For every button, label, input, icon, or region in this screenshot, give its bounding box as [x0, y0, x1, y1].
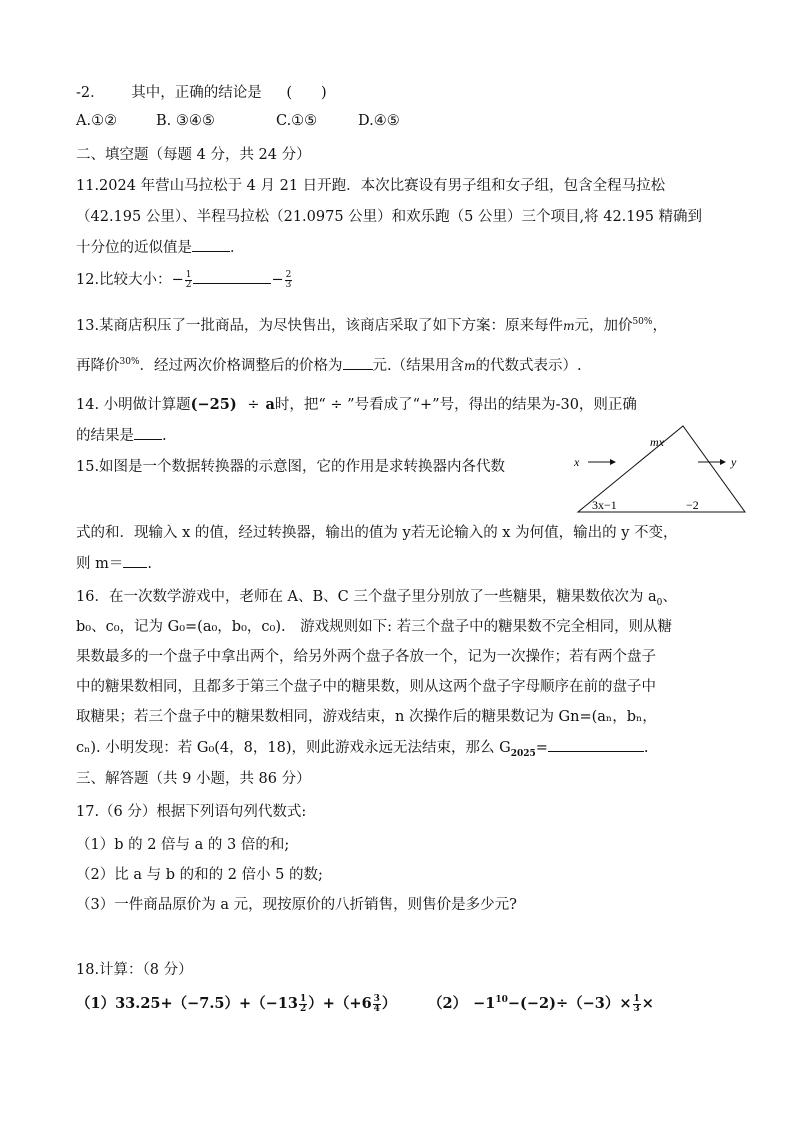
q18-fraction-1: $\frac{1}{2}$ [300, 993, 307, 1014]
section2-title: 二、填空题（每题 4 分，共 24 分） [76, 147, 311, 163]
q10-option-b: B. ③④⑤ [156, 113, 215, 129]
q16-blank[interactable] [548, 737, 644, 752]
q16-line2: b₀、c₀，记为 G₀=(a₀，b₀，c₀). 游戏规则如下: 若三个盘子中的糖果数不完全相同，则从糖 [76, 619, 673, 635]
q16-line6: cₙ). 小明发现：若 G₀(4，8，18)，则此游戏永远无法结束，那么 $G_{2025}=$ . [76, 736, 649, 759]
q14-blank[interactable] [134, 425, 162, 440]
q15-line1: 15.如图是一个数据转换器的示意图，它的作用是求转换器内各代数 [76, 459, 506, 475]
q18-part2: $(2) -1^{10}-(-2)\div(-3)\times$ $\frac{1}{3}$ × [428, 993, 654, 1014]
q11-line3: 十分位的近似值是 ． [76, 236, 245, 257]
q18-fraction-3: $\frac{1}{3}$ [633, 993, 640, 1014]
diagram-input-label: x [574, 455, 580, 469]
q16-line3: 果数最多的一个盘子中拿出两个，给另外两个盘子各放一个，记为一次操作；若有两个盘子 [76, 649, 656, 665]
q10-tail [76, 81, 327, 102]
q11-line2: （42.195 公里）、半程马拉松（21.0975 公里）和欢乐跑（5 公里）三个项目,将 42.195 精确到 [76, 209, 703, 225]
q10-option-a: A.①② [76, 113, 118, 129]
q16-line5: 取糖果；若三个盘子中的糖果数相同，游戏结束，n 次操作后的糖果数记为 Gn=(aₙ，bₙ， [76, 709, 657, 725]
diagram-top-term: mx [650, 435, 664, 449]
q17-item-2: （2）比 a 与 b 的和的 2 倍小 5 的数; [76, 867, 323, 883]
q17-item-3: （3）一件商品原价为 a 元，现按原价的八折销售，则售价是多少元? [76, 897, 517, 913]
q13-line2: 再降价$^{30\%}$．经过两次价格调整后的价格为 元.（结果用含m的代数式表示）. [76, 354, 582, 375]
q18-fraction-2: $\frac{3}{4}$ [373, 993, 380, 1014]
q15-blank[interactable] [123, 553, 147, 568]
q12-fraction-2: $\frac{2}{3}$ [285, 269, 292, 290]
diagram-left-term: 3x−1 [592, 498, 617, 512]
q10-text: 其中，正确的结论是 [131, 85, 262, 101]
q12-fraction-1: $\frac{1}{2}$ [185, 269, 192, 290]
q15-line3: 则 m＝ . [76, 552, 152, 573]
q10-paren: ( ) [286, 85, 327, 101]
q14-line2: 的结果是 . [76, 424, 167, 445]
q10-prefix: -2． [76, 85, 105, 101]
q10-options [76, 113, 400, 129]
q17-item-1: （1）b 的 2 倍与 a 的 3 倍的和; [76, 837, 290, 853]
diagram-output-label: y [731, 455, 737, 469]
q10-option-c: C.①⑤ [276, 113, 318, 129]
diagram-right-term: −2 [686, 498, 699, 512]
input-arrowhead [610, 459, 616, 465]
q12: 12.比较大小：− $\frac{1}{2}$ − $\frac{2}{3}$ [76, 269, 292, 290]
q12-blank[interactable] [193, 269, 271, 284]
q17-title: 17.（6 分）根据下列语句列代数式: [76, 804, 307, 820]
q13-line1: 13.某商店积压了一批商品，为尽快售出，该商店采取了如下方案：原来每件m元，加价$^{50\%}$， [76, 317, 667, 334]
section3-title: 三、解答题（共 9 小题，共 86 分） [76, 771, 311, 787]
q15-line2: 式的和．现输入 x 的值，经过转换器，输出的值为 y若无论输入的 x 为何值，输出的 y 不变， [76, 525, 678, 541]
converter-diagram [568, 420, 748, 520]
output-arrowhead [720, 459, 726, 465]
q18-title: 18.计算：（8 分） [76, 962, 193, 978]
q10-option-d: D.④⑤ [358, 113, 400, 129]
q18-part1: （1）33.25+（−7.5）+（−13 $\frac{1}{2}$ ）+（+6 $\frac{3}{4}$ ） [76, 993, 397, 1014]
q11-line1: 11.2024 年营山马拉松于 4 月 21 日开跑．本次比赛设有男子组和女子组，包含全程马拉松 [76, 178, 666, 194]
q16-line4: 中的糖果数相同，且都多于第三个盘子中的糖果数，则从这两个盘子字母顺序在前的盘子中 [76, 679, 656, 695]
q14-line1: 14. 小明做计算题(−25) ÷ a时，把“ ÷ ”号看成了“+”号，得出的结果为-30，则正确 [76, 396, 637, 413]
q13-blank[interactable] [343, 355, 373, 370]
q16-line1: 16．在一次数学游戏中，老师在 A、B、C 三个盘子里分别放了一些糖果，糖果数依次为 $a_0$、 [76, 589, 677, 608]
q11-blank[interactable] [192, 237, 230, 252]
